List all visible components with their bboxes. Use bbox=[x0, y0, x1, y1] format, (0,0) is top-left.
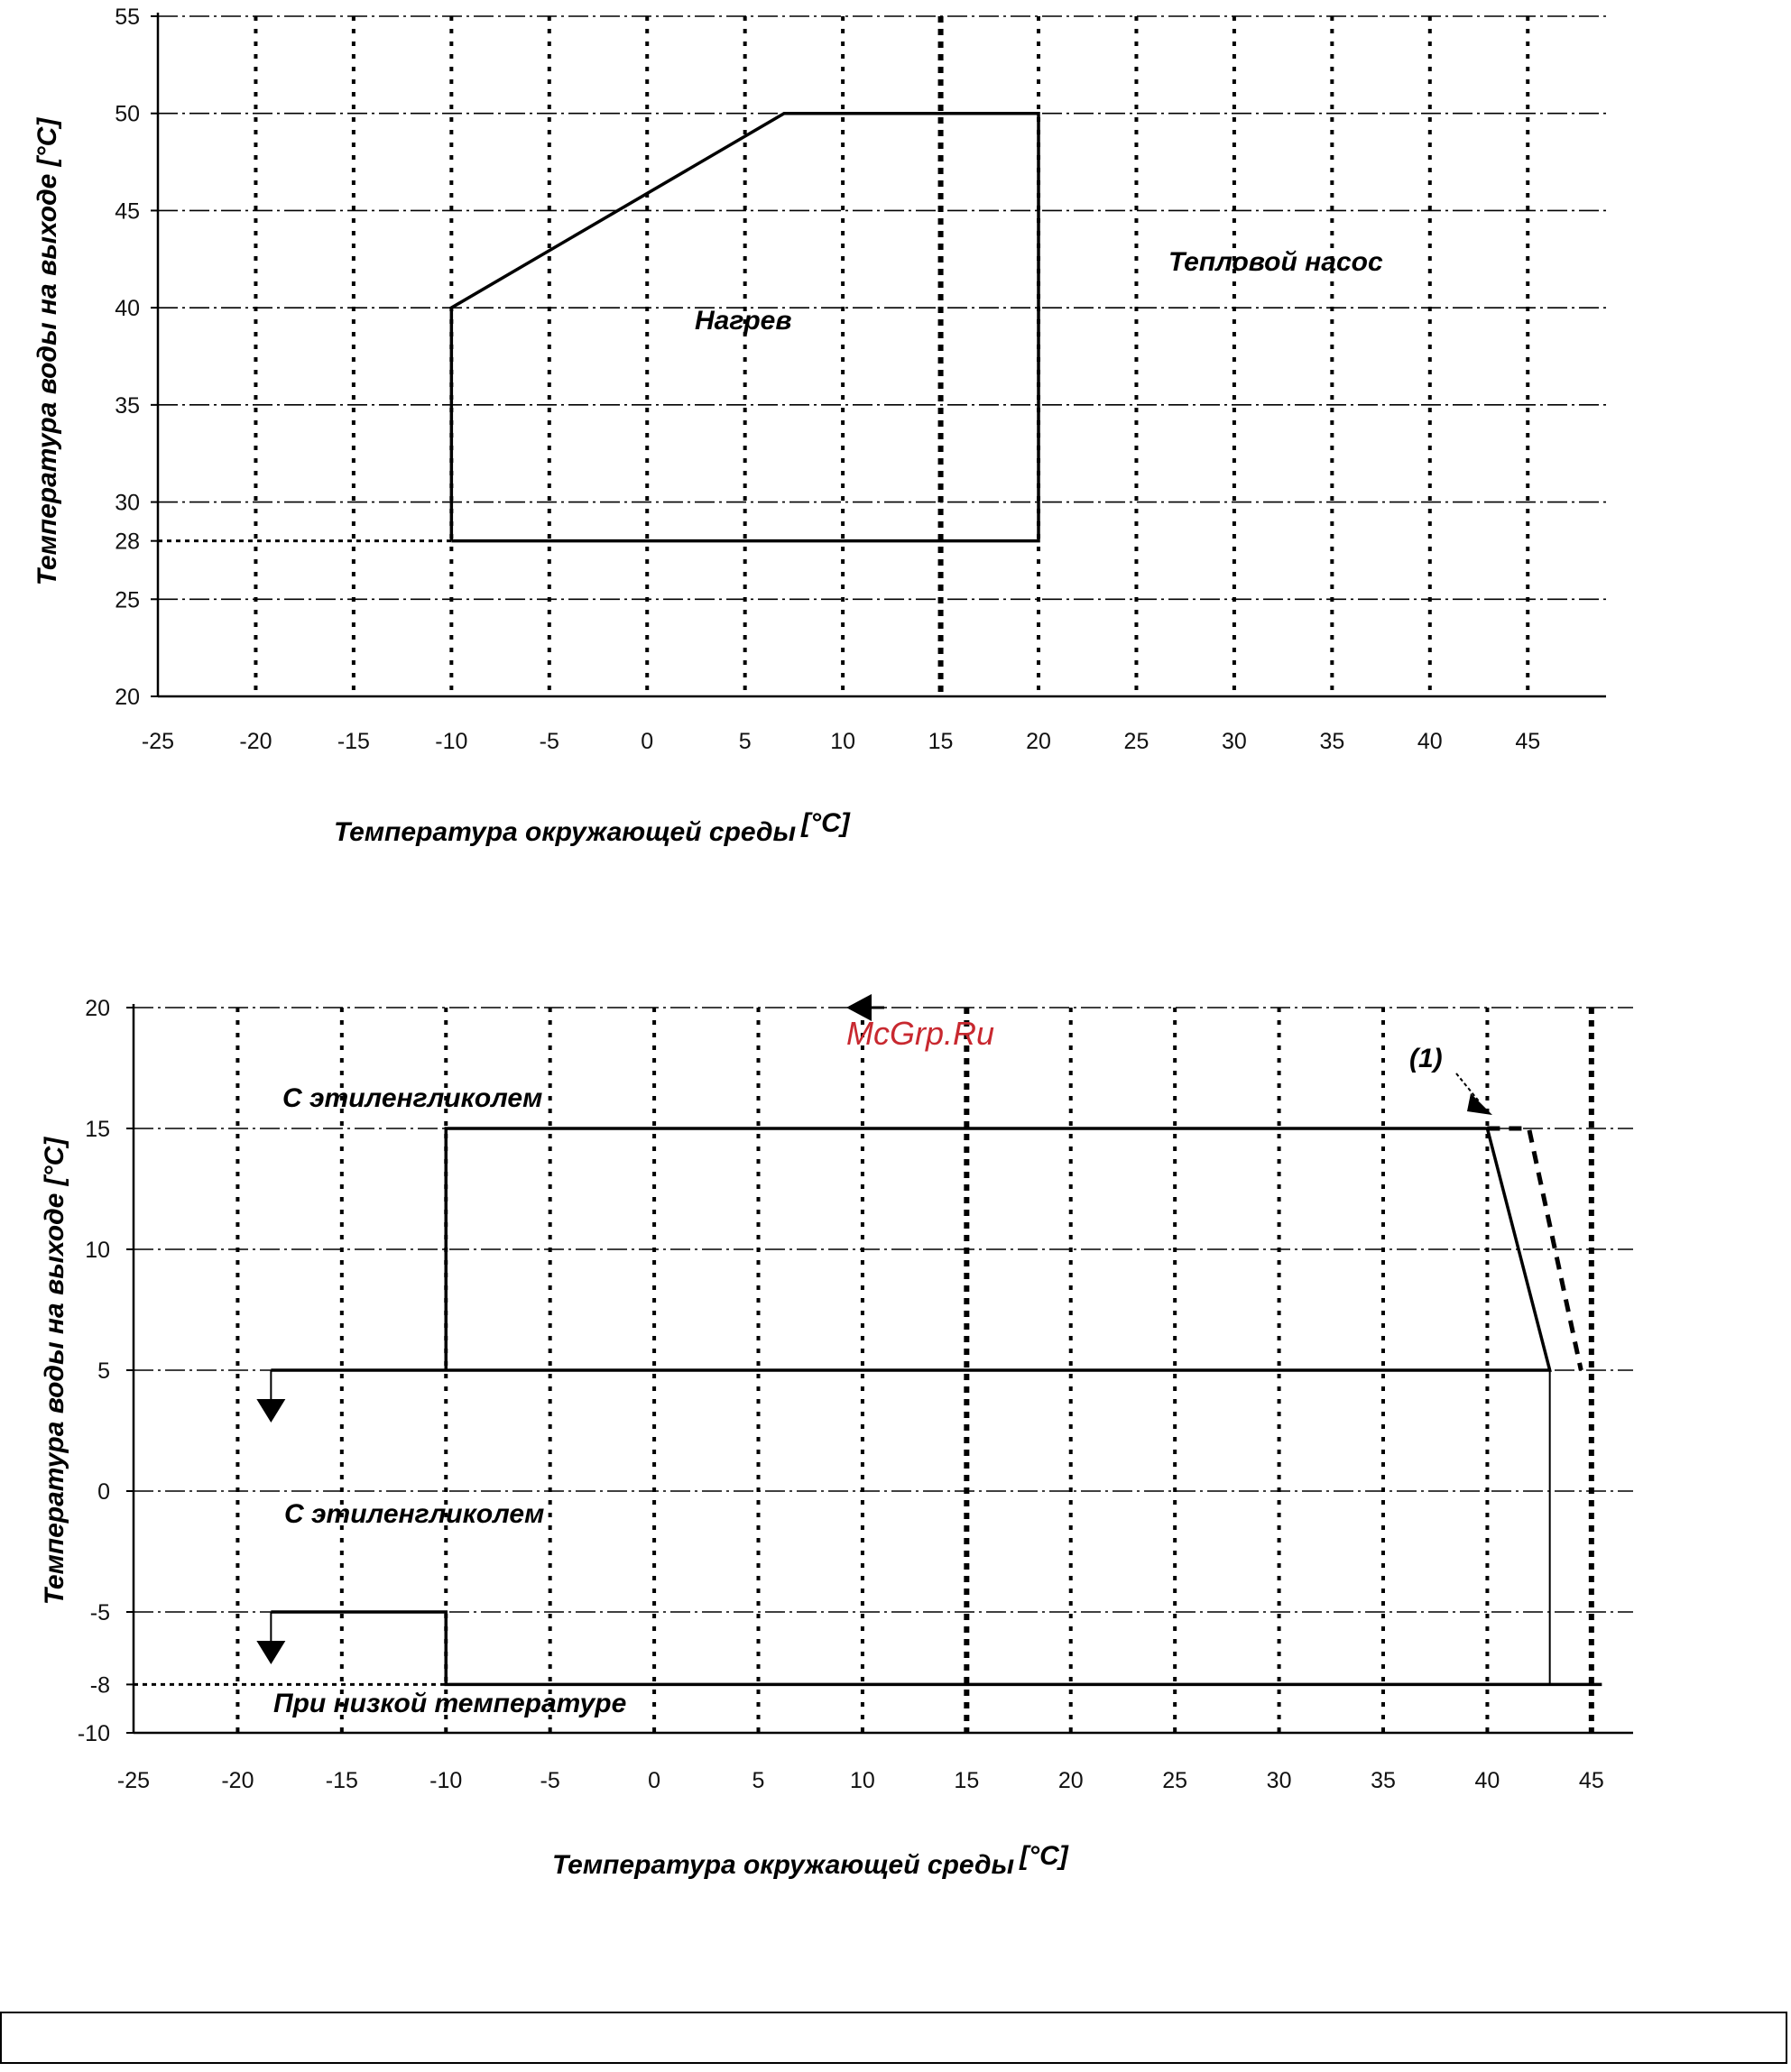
annotation-label: Нагрев bbox=[695, 306, 792, 336]
y-axis-label: Температура воды на выходе [°C] bbox=[32, 117, 62, 586]
x-axis-label: Температура окружающей среды bbox=[552, 1850, 1015, 1880]
y-tick-label: 15 bbox=[85, 1117, 110, 1142]
x-tick-label: 15 bbox=[928, 729, 954, 754]
y-tick-label: 35 bbox=[115, 392, 140, 419]
annotation-label: Тепловой насос bbox=[1168, 247, 1383, 277]
y-axis-label: Температура воды на выходе [°C] bbox=[40, 1137, 69, 1606]
annotation-label: При низкой температуре bbox=[273, 1689, 627, 1718]
x-tick-label: 0 bbox=[648, 1768, 661, 1793]
x-tick-label: 10 bbox=[850, 1768, 875, 1793]
y-tick-label: 0 bbox=[97, 1479, 110, 1505]
x-tick-label: 25 bbox=[1123, 729, 1149, 754]
x-tick-label: -5 bbox=[540, 1768, 560, 1793]
x-tick-label: 0 bbox=[641, 729, 654, 754]
x-tick-label: 10 bbox=[830, 729, 856, 754]
x-tick-label: 25 bbox=[1162, 1768, 1188, 1793]
y-tick-label: 20 bbox=[115, 685, 140, 710]
y-tick-label: 40 bbox=[115, 296, 140, 322]
annotation-label: С этиленгликолем bbox=[282, 1083, 543, 1113]
x-tick-label: -15 bbox=[337, 729, 370, 754]
x-tick-label: 30 bbox=[1221, 729, 1247, 754]
x-tick-label: -10 bbox=[429, 1768, 463, 1793]
y-tick-label: 30 bbox=[115, 490, 140, 516]
x-tick-label: -5 bbox=[539, 729, 559, 754]
arrow-down-icon bbox=[256, 1641, 285, 1664]
y-tick-label: 20 bbox=[85, 996, 110, 1021]
x-tick-label: 20 bbox=[1057, 1768, 1084, 1793]
y-tick-label: 45 bbox=[115, 198, 140, 225]
x-axis-label: Температура окружающей среды bbox=[334, 817, 797, 847]
y-tick-label: 55 bbox=[115, 5, 140, 30]
x-tick-label: 5 bbox=[752, 1768, 765, 1793]
annotation-label: (1) bbox=[1409, 1044, 1443, 1073]
x-tick-label: 35 bbox=[1371, 1768, 1396, 1793]
x-tick-label: 45 bbox=[1515, 729, 1541, 754]
x-axis-unit: [°C] bbox=[801, 808, 850, 838]
watermark-text: McGrp.Ru bbox=[845, 1015, 995, 1052]
y-tick-label: 5 bbox=[97, 1358, 110, 1384]
callout-leader bbox=[1456, 1073, 1480, 1102]
chart-1 bbox=[32, 5, 1606, 847]
x-tick-label: 30 bbox=[1266, 1768, 1292, 1793]
x-axis-unit: [°C] bbox=[1020, 1841, 1068, 1871]
y-tick-label: -5 bbox=[89, 1600, 110, 1625]
y-tick-label: -10 bbox=[77, 1721, 110, 1746]
x-tick-label: -15 bbox=[325, 1768, 358, 1793]
x-tick-label: -20 bbox=[239, 729, 272, 754]
y-tick-label: 10 bbox=[85, 1238, 110, 1263]
chart-2 bbox=[40, 994, 1633, 1880]
x-tick-label: 20 bbox=[1026, 729, 1051, 754]
y-tick-label: 50 bbox=[115, 101, 140, 127]
y-tick-label: 28 bbox=[115, 529, 140, 555]
x-tick-label: 15 bbox=[954, 1768, 980, 1793]
x-tick-label: -20 bbox=[221, 1768, 254, 1793]
bottom-frame-box bbox=[0, 2012, 1787, 2064]
series-line-1 bbox=[271, 1612, 1602, 1684]
x-tick-label: -25 bbox=[116, 1768, 151, 1793]
x-tick-label: 45 bbox=[1578, 1768, 1604, 1793]
x-tick-label: 40 bbox=[1474, 1768, 1500, 1793]
x-tick-label: 5 bbox=[738, 729, 752, 754]
annotation-label: С этиленгликолем bbox=[284, 1499, 545, 1529]
x-tick-label: -10 bbox=[435, 729, 468, 754]
x-tick-label: 40 bbox=[1417, 729, 1443, 754]
y-tick-label: -8 bbox=[89, 1672, 110, 1699]
x-tick-label: -25 bbox=[141, 729, 175, 754]
y-tick-label: 25 bbox=[115, 587, 140, 613]
arrow-down-icon bbox=[256, 1399, 285, 1423]
x-tick-label: 35 bbox=[1319, 729, 1345, 754]
